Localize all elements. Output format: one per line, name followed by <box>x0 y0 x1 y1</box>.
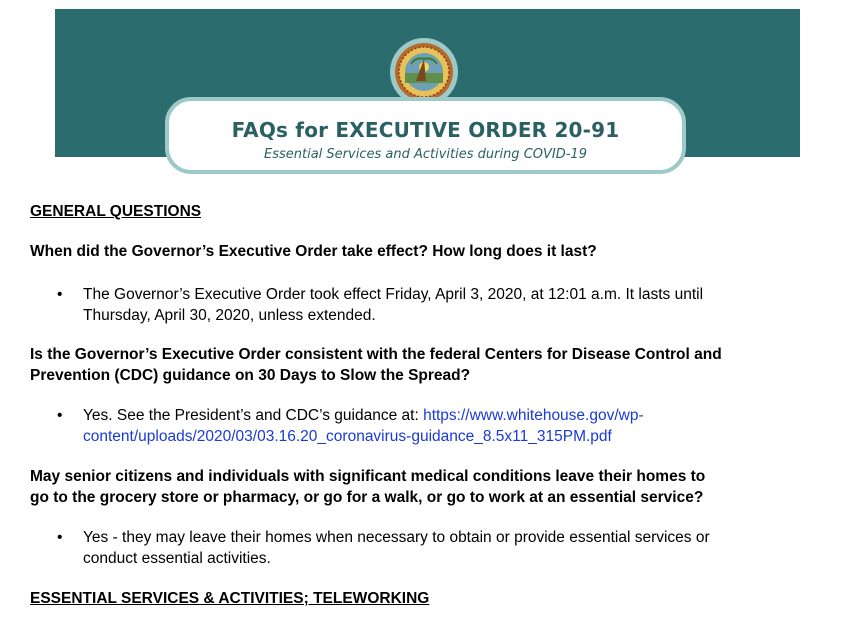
faq-answer-3-line-1: Yes - they may leave their homes when necessary to obtain or provide essential services or <box>83 529 710 546</box>
bullet-2: • <box>57 407 63 424</box>
faq-question-1 <box>30 241 597 262</box>
faq-answer-2-prefix: Yes. See the President’s and CDC’s guidance at: <box>83 407 424 424</box>
bullet-3: • <box>57 529 63 546</box>
page-title: FAQs for EXECUTIVE ORDER 20-91 <box>231 118 620 142</box>
faq-question-3-line-2: go to the grocery store or pharmacy, or go for a walk, or go to work at an essential service? <box>30 489 704 506</box>
faq-question-2-line-2: Prevention (CDC) guidance on 30 Days to Slow the Spread? <box>30 367 471 384</box>
section-heading-general: GENERAL QUESTIONS <box>30 203 202 220</box>
section-heading-essential-services: ESSENTIAL SERVICES & ACTIVITIES; TELEWORKING <box>30 590 430 607</box>
faq-question-3-line-1: May senior citizens and individuals with significant medical conditions leave their homes to <box>30 468 706 485</box>
faq-question-2 <box>30 344 722 386</box>
faq-answer-3 <box>83 527 710 569</box>
faq-answer-1-line-1: The Governor’s Executive Order took effect Friday, April 3, 2020, at 12:01 a.m. It lasts until <box>83 286 704 303</box>
faq-answer-2 <box>83 405 644 447</box>
faq-question-2-line-1: Is the Governor’s Executive Order consistent with the federal Centers for Disease Control and <box>30 346 722 363</box>
bullet-1: • <box>57 286 63 303</box>
title-box <box>165 97 686 174</box>
page-subtitle: Essential Services and Activities during COVID-19 <box>264 147 587 162</box>
guidance-link-part-1[interactable]: https://www.whitehouse.gov/wp- <box>423 407 644 424</box>
guidance-link-part-2[interactable]: content/uploads/2020/03/03.16.20_coronavirus-guidance_8.5x11_315PM.pdf <box>83 428 612 445</box>
faq-question-3 <box>30 466 705 508</box>
faq-answer-1-line-2: Thursday, April 30, 2020, unless extended. <box>83 307 376 324</box>
faq-answer-2-line-1 <box>83 405 644 426</box>
faq-question-1-line-1: When did the Governor’s Executive Order take effect? How long does it last? <box>30 243 597 260</box>
faq-answer-3-line-2: conduct essential activities. <box>83 550 271 567</box>
faq-answer-1 <box>83 284 703 326</box>
